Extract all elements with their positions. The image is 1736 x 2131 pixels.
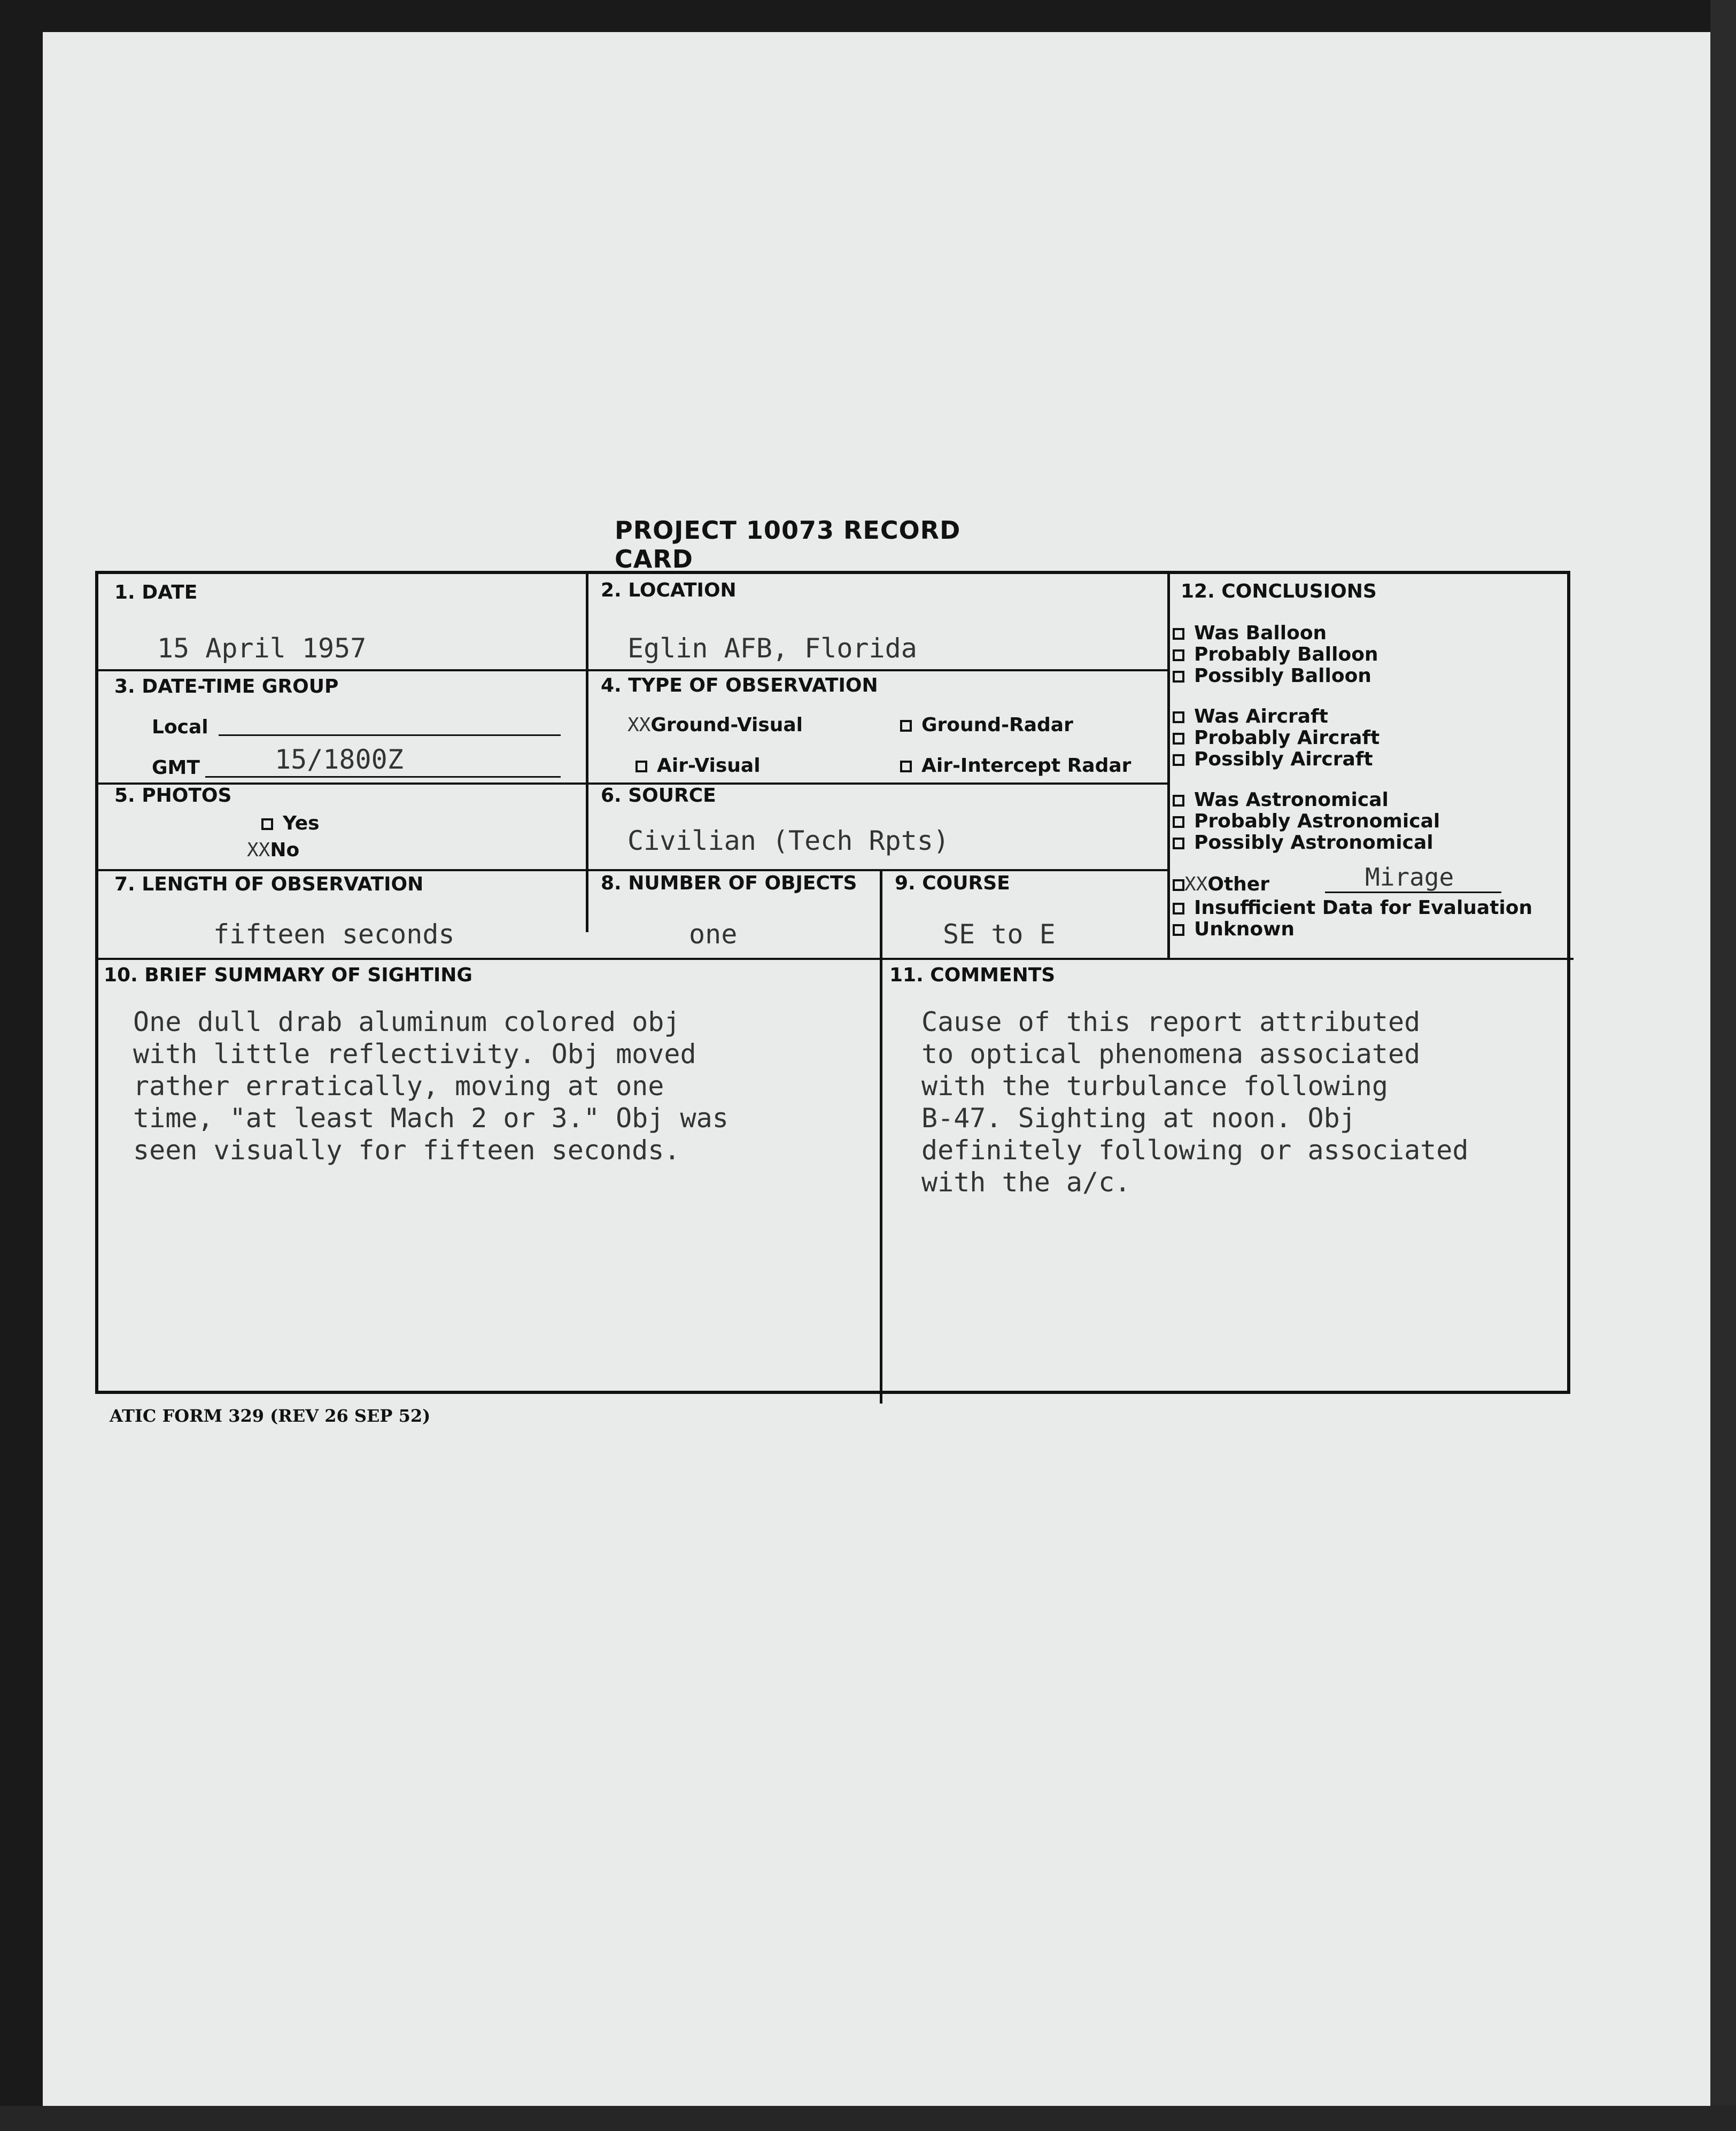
summary-line: with little reflectivity. Obj moved bbox=[133, 1039, 696, 1070]
concl-checkbox bbox=[1173, 879, 1184, 891]
concl-insufficient-data bbox=[1173, 897, 1532, 919]
comments-line: Cause of this report attributed bbox=[921, 1006, 1421, 1037]
photos-yes-label: Yes bbox=[283, 812, 320, 834]
concl-other-mark: XX bbox=[1184, 873, 1208, 895]
objects-value: one bbox=[689, 919, 738, 950]
divider-h-1 bbox=[98, 669, 1167, 671]
air-intercept-radar-checkbox bbox=[900, 761, 912, 772]
air-visual-checkbox bbox=[636, 761, 647, 772]
length-label: 7. LENGTH OF OBSERVATION bbox=[114, 873, 424, 895]
concl-text: Was Aircraft bbox=[1194, 706, 1328, 727]
dtg-local-label: Local bbox=[152, 716, 208, 738]
conclusions-label: 12. CONCLUSIONS bbox=[1181, 580, 1377, 602]
summary-line: time, "at least Mach 2 or 3." Obj was bbox=[133, 1103, 728, 1134]
comments-label: 11. COMMENTS bbox=[889, 964, 1056, 986]
concl-text: Probably Aircraft bbox=[1194, 727, 1380, 749]
ground-visual-mark: XX bbox=[627, 714, 651, 736]
location-label: 2. LOCATION bbox=[601, 579, 737, 601]
summary-text bbox=[133, 1006, 728, 1166]
concl-checkbox bbox=[1173, 671, 1184, 683]
dtg-local-line bbox=[219, 734, 561, 736]
concl-other-line bbox=[1325, 892, 1501, 893]
concl-text: Insufficient Data for Evaluation bbox=[1194, 897, 1533, 919]
course-label: 9. COURSE bbox=[895, 872, 1010, 894]
concl-other-value: Mirage bbox=[1365, 863, 1454, 892]
summary-label: 10. BRIEF SUMMARY OF SIGHTING bbox=[104, 964, 472, 986]
divider-v-left bbox=[586, 574, 588, 932]
comments-line: to optical phenomena associated bbox=[921, 1039, 1421, 1070]
objects-label: 8. NUMBER OF OBJECTS bbox=[601, 872, 857, 894]
comments-line: with the a/c. bbox=[921, 1167, 1131, 1198]
film-edge-right bbox=[1710, 0, 1736, 2131]
dtg-gmt-label: GMT bbox=[152, 757, 200, 779]
dtg-gmt-line bbox=[205, 776, 561, 778]
divider-h-4 bbox=[98, 958, 1574, 960]
concl-probably-aircraft bbox=[1173, 727, 1380, 749]
concl-checkbox bbox=[1173, 795, 1184, 807]
comments-line: definitely following or associated bbox=[921, 1135, 1469, 1166]
source-label: 6. SOURCE bbox=[601, 785, 716, 807]
ground-radar-label: Ground-Radar bbox=[921, 714, 1073, 736]
concl-text: Was Astronomical bbox=[1194, 789, 1389, 811]
source-value: Civilian (Tech Rpts) bbox=[627, 825, 950, 856]
comments-text bbox=[921, 1006, 1469, 1198]
location-value: Eglin AFB, Florida bbox=[627, 633, 917, 664]
concl-text: Possibly Balloon bbox=[1194, 665, 1371, 687]
concl-possibly-astronomical bbox=[1173, 832, 1433, 854]
comments-line: with the turbulance following bbox=[921, 1071, 1388, 1102]
concl-text: Possibly Astronomical bbox=[1194, 832, 1433, 854]
concl-text: Probably Balloon bbox=[1194, 644, 1378, 665]
concl-other bbox=[1173, 873, 1269, 895]
divider-v-course bbox=[880, 869, 882, 1404]
photos-no-mark: XX bbox=[247, 839, 270, 861]
summary-line: One dull drab aluminum colored obj bbox=[133, 1006, 680, 1037]
comments-line: B-47. Sighting at noon. Obj bbox=[921, 1103, 1356, 1134]
concl-was-aircraft bbox=[1173, 706, 1328, 727]
concl-text: Possibly Aircraft bbox=[1194, 748, 1373, 770]
date-value: 15 April 1957 bbox=[157, 633, 367, 664]
concl-unknown bbox=[1173, 918, 1295, 940]
ground-visual-label: Ground-Visual bbox=[650, 714, 803, 736]
photos-yes-checkbox bbox=[261, 818, 273, 830]
summary-line: seen visually for fifteen seconds. bbox=[133, 1135, 680, 1166]
concl-checkbox bbox=[1173, 733, 1184, 745]
concl-checkbox bbox=[1173, 816, 1184, 828]
concl-checkbox bbox=[1173, 754, 1184, 766]
concl-checkbox bbox=[1173, 903, 1184, 915]
concl-probably-astronomical bbox=[1173, 810, 1440, 832]
concl-was-balloon bbox=[1173, 622, 1327, 644]
summary-line: rather erratically, moving at one bbox=[133, 1071, 664, 1102]
film-edge-bottom bbox=[0, 2106, 1736, 2131]
concl-text: Probably Astronomical bbox=[1194, 810, 1440, 832]
course-value: SE to E bbox=[943, 919, 1056, 950]
concl-text: Was Balloon bbox=[1194, 622, 1327, 644]
record-card bbox=[95, 571, 1570, 1394]
dtg-label: 3. DATE-TIME GROUP bbox=[114, 676, 339, 698]
air-intercept-radar-option bbox=[900, 755, 1131, 777]
concl-was-astronomical bbox=[1173, 789, 1389, 811]
air-intercept-radar-label: Air-Intercept Radar bbox=[921, 755, 1132, 777]
divider-v-right bbox=[1167, 574, 1170, 959]
concl-checkbox bbox=[1173, 838, 1184, 849]
concl-probably-balloon bbox=[1173, 644, 1378, 665]
air-visual-option bbox=[636, 755, 761, 777]
photos-no-option bbox=[247, 839, 299, 861]
form-id: ATIC FORM 329 (REV 26 SEP 52) bbox=[110, 1406, 431, 1426]
photos-no-label: No bbox=[270, 839, 300, 861]
card-title: PROJECT 10073 RECORD CARD bbox=[615, 516, 961, 574]
air-visual-label: Air-Visual bbox=[657, 755, 761, 777]
concl-text: Other bbox=[1207, 873, 1269, 895]
dtg-gmt-value: 15/1800Z bbox=[275, 744, 404, 775]
ground-visual-option bbox=[627, 714, 803, 736]
ground-radar-option bbox=[900, 714, 1073, 736]
photos-label: 5. PHOTOS bbox=[114, 785, 232, 807]
concl-text: Unknown bbox=[1194, 918, 1295, 940]
concl-possibly-aircraft bbox=[1173, 748, 1373, 770]
divider-h-3 bbox=[98, 869, 1167, 871]
concl-checkbox bbox=[1173, 649, 1184, 661]
concl-checkbox bbox=[1173, 924, 1184, 936]
concl-checkbox bbox=[1173, 711, 1184, 723]
ground-radar-checkbox bbox=[900, 720, 912, 732]
concl-possibly-balloon bbox=[1173, 665, 1371, 687]
photos-yes-option bbox=[261, 812, 320, 834]
length-value: fifteen seconds bbox=[213, 919, 455, 950]
concl-checkbox bbox=[1173, 628, 1184, 640]
date-label: 1. DATE bbox=[114, 582, 198, 603]
observation-type-label: 4. TYPE OF OBSERVATION bbox=[601, 675, 878, 696]
